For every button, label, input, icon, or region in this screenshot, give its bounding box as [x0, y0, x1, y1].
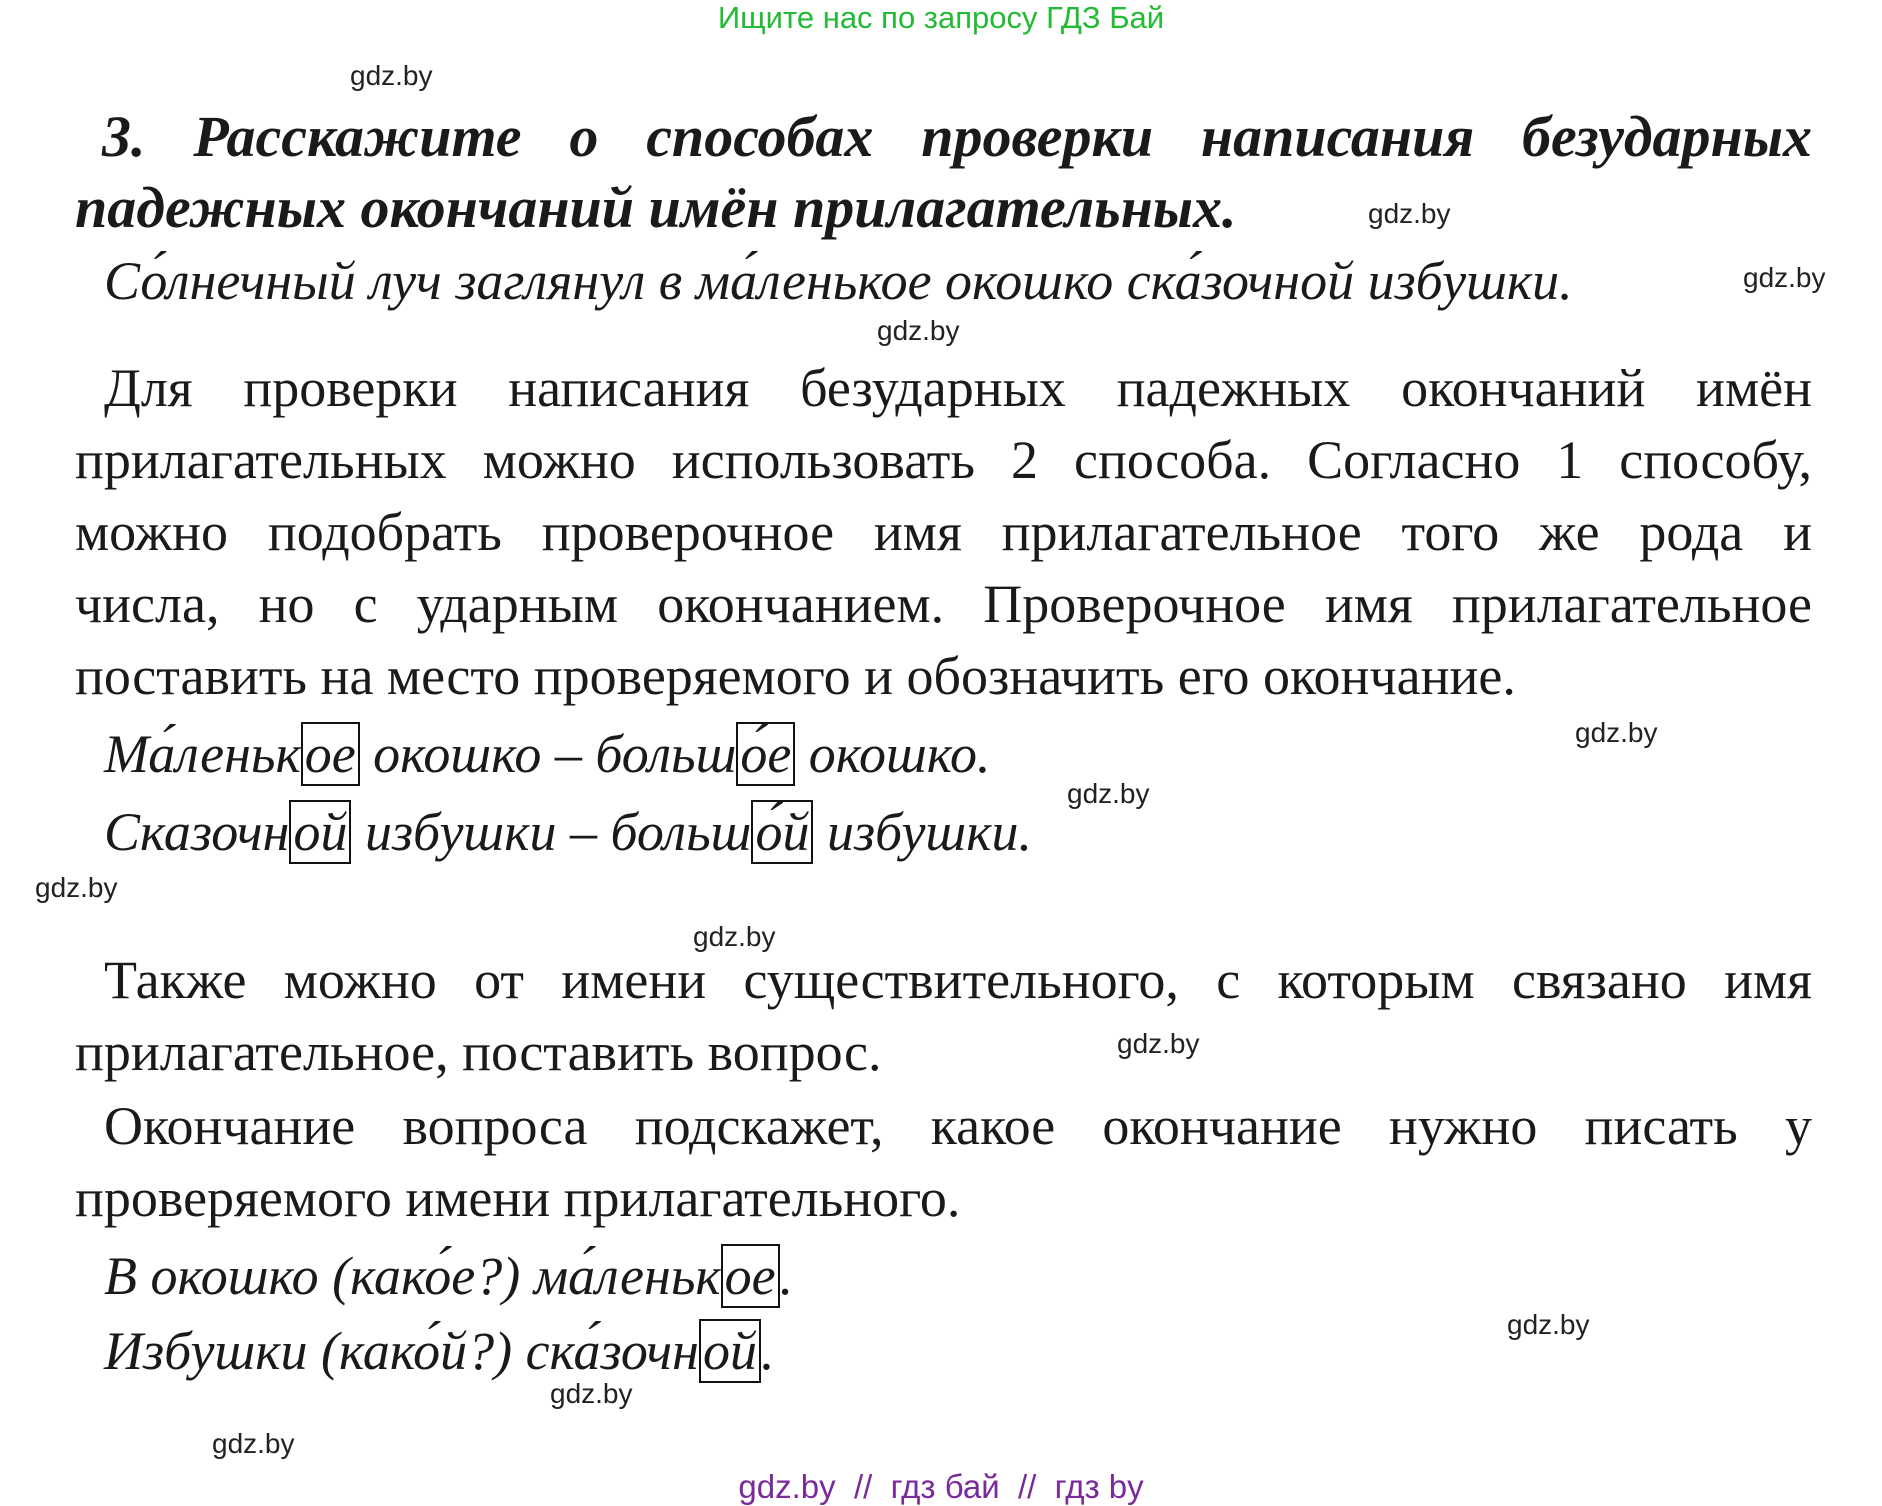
ending-box: ой — [289, 800, 351, 864]
watermark: gdz.by — [1575, 717, 1658, 748]
paragraph-1-line-4: числа, но с ударным окончанием. Проверочное имя прилагательное — [75, 574, 1812, 634]
paragraph-1-line-1: Для проверки написания безударных падежных окончаний имён — [104, 358, 1812, 418]
example-4-stem: Избушки (како́й?) ска́зочн — [104, 1321, 699, 1381]
example-1-stem: Ма́леньк — [104, 724, 301, 784]
example-2-tail: избушки. — [813, 802, 1032, 862]
example-4 — [104, 1315, 774, 1387]
paragraph-2-line-2: прилагательное, поставить вопрос. — [75, 1022, 882, 1082]
example-1-middle: окошко – больш — [359, 724, 737, 784]
watermark: gdz.by — [1743, 262, 1826, 293]
watermark: gdz.by — [693, 921, 776, 952]
example-2-middle: избушки – больш — [351, 802, 752, 862]
paragraph-1-line-3: можно подобрать проверочное имя прилагательное того же рода и — [75, 502, 1812, 562]
paragraph-1-line-5: поставить на место проверяемого и обозначить его окончание. — [75, 646, 1516, 706]
watermark: gdz.by — [1117, 1028, 1200, 1059]
ending-box: о́е — [736, 722, 795, 786]
paragraph-3-line-2: проверяемого имени прилагательного. — [75, 1168, 961, 1228]
watermark: gdz.by — [1067, 778, 1150, 809]
ending-box: ое — [301, 722, 360, 786]
example-4-tail: . — [760, 1321, 775, 1381]
example-sentence: Со́лнечный луч заглянул в ма́ленькое окошко ска́зочной избушки. — [104, 251, 1573, 311]
search-banner: Ищите нас по запросу ГДЗ Бай — [717, 0, 1165, 35]
example-1 — [104, 718, 990, 790]
footer-links: gdz.by // гдз бай // гдз by — [738, 1468, 1144, 1505]
watermark: gdz.by — [212, 1428, 295, 1459]
watermark: gdz.by — [35, 872, 118, 903]
watermark: gdz.by — [350, 60, 433, 91]
ending-box: о́й — [751, 800, 813, 864]
ending-box: ое — [721, 1244, 780, 1308]
watermark: gdz.by — [1368, 198, 1451, 229]
example-2 — [104, 796, 1032, 868]
question-line-2: падежных окончаний имён прилагательных. — [75, 175, 1237, 240]
example-3-stem: В окошко (како́е?) ма́леньк — [104, 1246, 721, 1306]
watermark: gdz.by — [550, 1378, 633, 1409]
paragraph-1-line-2: прилагательных можно использовать 2 способа. Согласно 1 способу, — [75, 430, 1812, 490]
watermark: gdz.by — [1507, 1309, 1590, 1340]
example-2-stem: Сказочн — [104, 802, 290, 862]
example-1-tail: окошко. — [795, 724, 991, 784]
watermark: gdz.by — [877, 315, 960, 346]
example-3-tail: . — [779, 1246, 794, 1306]
question-line-1: 3. Расскажите о способах проверки написания безударных — [102, 104, 1812, 169]
paragraph-3-line-1: Окончание вопроса подскажет, какое окончание нужно писать у — [104, 1096, 1812, 1156]
paragraph-2-line-1: Также можно от имени существительного, с которым связано имя — [104, 950, 1812, 1010]
ending-box: ой — [699, 1319, 761, 1383]
example-3 — [104, 1240, 793, 1312]
